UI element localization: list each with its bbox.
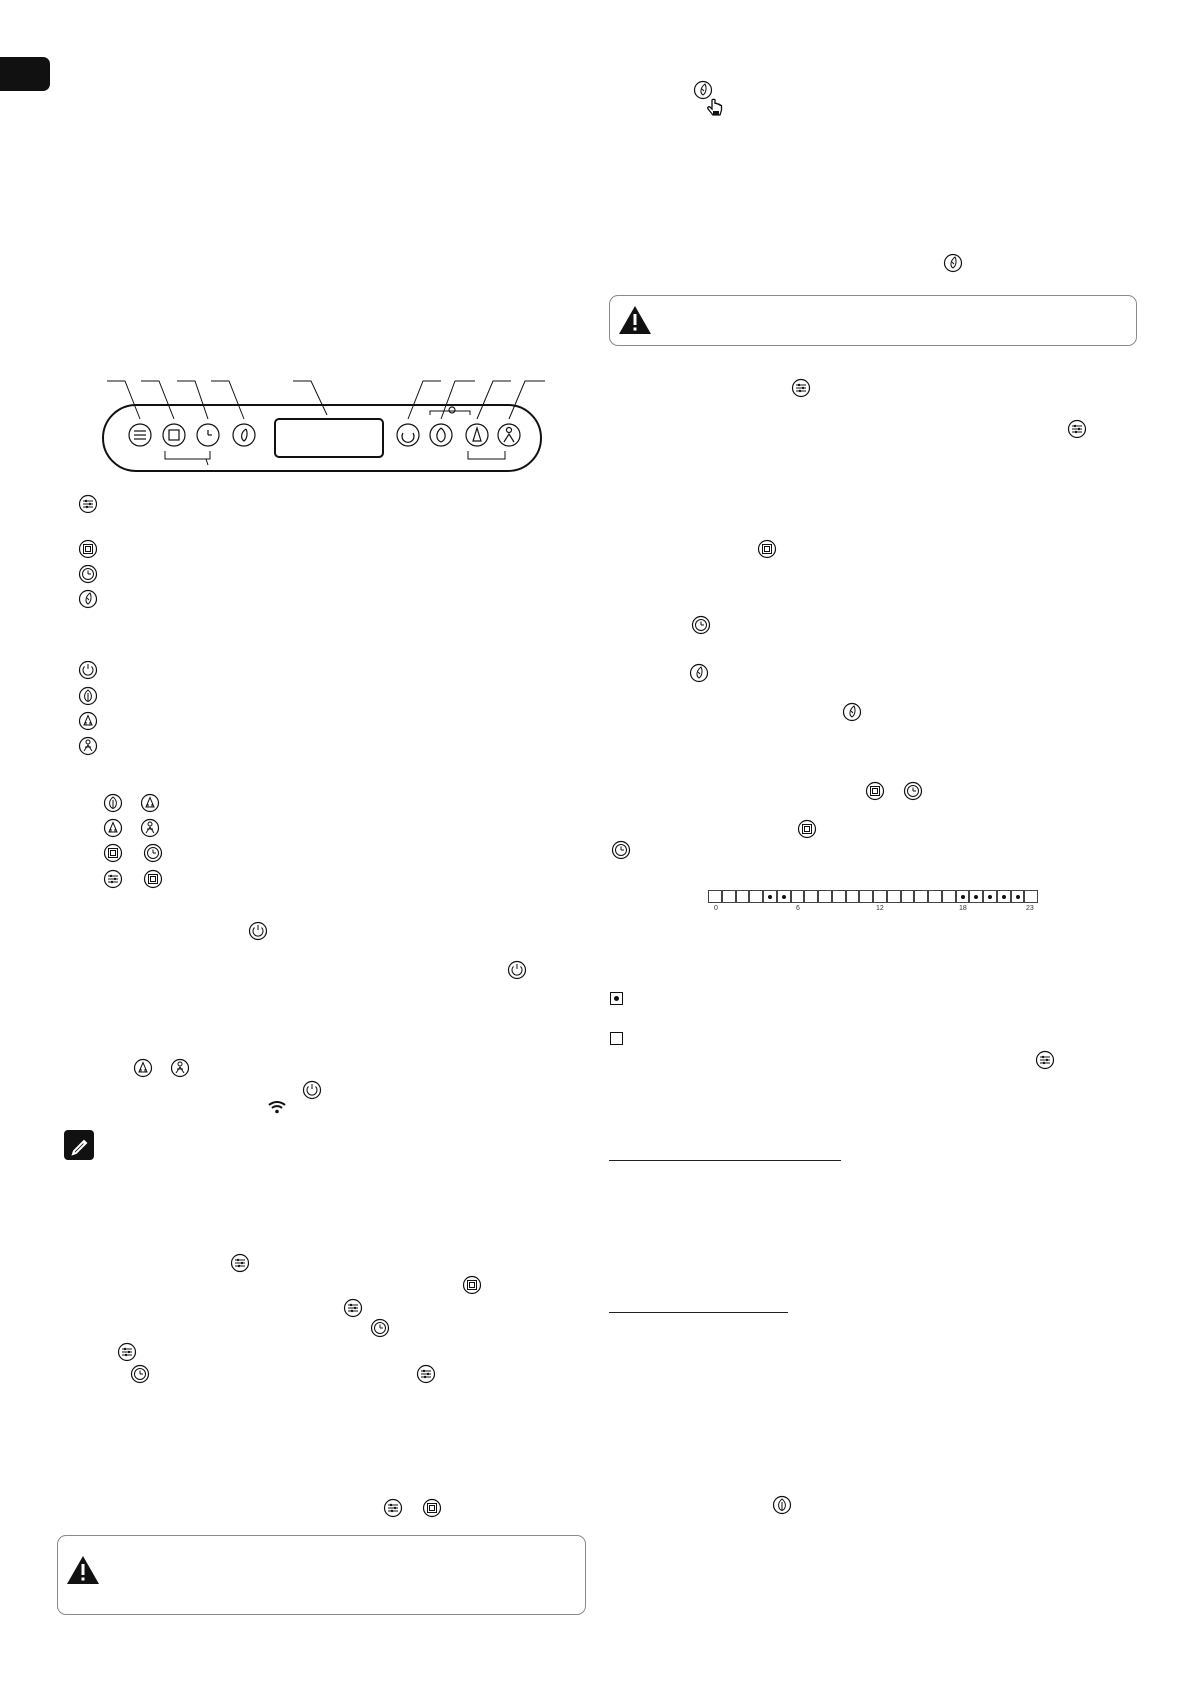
section-underline xyxy=(609,1312,788,1313)
timeline-hour-cell xyxy=(708,890,722,903)
bell-icon xyxy=(78,711,98,731)
pencil-note-icon xyxy=(64,1130,94,1160)
sliders-icon xyxy=(117,1342,137,1362)
power-icon xyxy=(248,921,268,941)
warning-icon xyxy=(617,304,653,336)
mode-square-icon xyxy=(422,1498,442,1518)
tick-label: 12 xyxy=(876,905,884,912)
clock-icon xyxy=(691,615,711,635)
mode-square-icon xyxy=(865,781,885,801)
timeline-hour-cell xyxy=(736,890,750,903)
tick-label: 18 xyxy=(959,905,967,912)
tick-label: 6 xyxy=(796,905,800,912)
warning-box xyxy=(57,1535,586,1615)
timeline-hour-cell xyxy=(859,890,873,903)
active-hour-marker xyxy=(610,992,623,1005)
timeline-hour-cell xyxy=(914,890,928,903)
person-icon xyxy=(78,736,98,756)
mode-square-icon xyxy=(797,819,817,839)
timeline-hour-cell xyxy=(791,890,805,903)
timeline-hour-cell xyxy=(777,890,791,903)
person-icon xyxy=(140,818,160,838)
timeline-hour-cell xyxy=(928,890,942,903)
sliders-icon xyxy=(1067,419,1087,439)
sliders-icon xyxy=(383,1498,403,1518)
timeline-hour-cell xyxy=(763,890,777,903)
timeline-hour-cell xyxy=(983,890,997,903)
sliders-icon xyxy=(78,494,98,514)
sliders-icon xyxy=(103,869,123,889)
timeline-hour-cell xyxy=(804,890,818,903)
timeline-hour-cell xyxy=(901,890,915,903)
timeline-hour-cell xyxy=(997,890,1011,903)
tick-label: 0 xyxy=(714,905,718,912)
bell-icon xyxy=(103,818,123,838)
timeline-hour-cell xyxy=(942,890,956,903)
person-icon xyxy=(170,1058,190,1078)
water-drop-icon xyxy=(842,702,862,722)
mode-square-icon xyxy=(78,539,98,559)
timeline-hour-cell xyxy=(956,890,970,903)
bell-icon xyxy=(140,793,160,813)
clock-icon xyxy=(370,1318,390,1338)
sliders-icon xyxy=(343,1298,363,1318)
timeline-hour-cell xyxy=(818,890,832,903)
sliders-icon xyxy=(416,1364,436,1384)
power-icon xyxy=(78,660,98,680)
timeline-hour-cell xyxy=(832,890,846,903)
section-underline xyxy=(609,1160,841,1161)
water-drop-icon xyxy=(943,253,963,273)
timeline-hour-cell xyxy=(722,890,736,903)
timeline-hour-cell xyxy=(873,890,887,903)
warning-icon xyxy=(65,1554,101,1586)
bell-icon xyxy=(133,1058,153,1078)
sliders-icon xyxy=(791,378,811,398)
timeline-hour-cell xyxy=(1024,890,1038,903)
power-icon xyxy=(507,960,527,980)
hour-timeline xyxy=(708,890,1038,922)
water-drop-icon xyxy=(689,663,709,683)
leaf-icon xyxy=(78,686,98,706)
timeline-hour-cell xyxy=(1011,890,1025,903)
leaf-icon xyxy=(772,1495,792,1515)
control-panel-diagram xyxy=(95,377,545,475)
clock-icon xyxy=(903,781,923,801)
mode-square-icon xyxy=(103,843,123,863)
power-icon xyxy=(302,1080,322,1100)
timeline-cells xyxy=(708,890,1038,903)
clock-icon xyxy=(130,1364,150,1384)
warning-box xyxy=(609,295,1137,346)
wifi-icon xyxy=(268,1100,286,1114)
clock-icon xyxy=(611,840,631,860)
inactive-hour-marker xyxy=(610,1032,623,1045)
language-tab xyxy=(0,57,50,91)
water-drop-icon xyxy=(78,589,98,609)
timeline-hour-cell xyxy=(749,890,763,903)
clock-icon xyxy=(78,564,98,584)
mode-square-icon xyxy=(143,869,163,889)
leaf-icon xyxy=(103,793,123,813)
water-drop-icon xyxy=(693,80,713,100)
hand-pointer-icon xyxy=(705,98,725,118)
mode-square-icon xyxy=(462,1275,482,1295)
mode-square-icon xyxy=(757,539,777,559)
tick-label: 23 xyxy=(1026,905,1034,912)
sliders-icon xyxy=(1035,1050,1055,1070)
clock-icon xyxy=(143,843,163,863)
sliders-icon xyxy=(230,1253,250,1273)
timeline-hour-cell xyxy=(969,890,983,903)
timeline-hour-cell xyxy=(846,890,860,903)
timeline-hour-cell xyxy=(887,890,901,903)
